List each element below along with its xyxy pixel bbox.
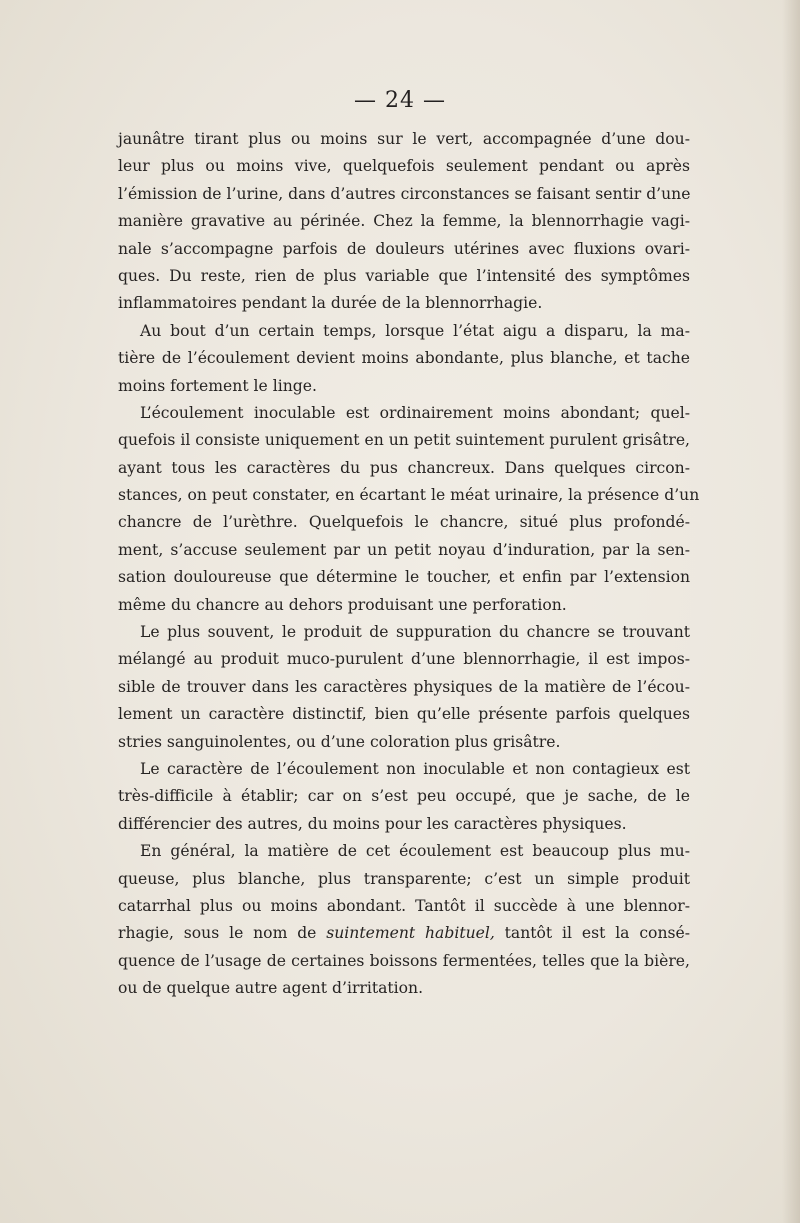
text-line: quefois il consiste uniquement en un petit suintement purulent grisâtre, — [118, 431, 690, 450]
text-line: L’écoulement inoculable est ordinairement moins abondant; quel- — [140, 403, 690, 422]
text-line: jaunâtre tirant plus ou moins sur le vert, accompagnée d’une dou- — [118, 130, 690, 148]
text-line: différencier des autres, du moins pour les caractères physiques. — [118, 814, 627, 833]
text-line: stances, on peut constater, en écartant le méat urinaire, la présence d’un — [118, 486, 700, 505]
text-line: lement un caractère distinctif, bien qu’elle présente parfois quelques — [118, 705, 690, 724]
text-line: tière de l’écoulement devient moins abondante, plus blanche, et tache — [118, 349, 690, 368]
page-edge-shadow — [782, 0, 800, 1223]
text-line: ou de quelque autre agent d’irritation. — [118, 979, 424, 998]
text-line: leur plus ou moins vive, quelquefois seulement pendant ou après — [118, 157, 690, 176]
body-text — [118, 126, 700, 1003]
text-line: Le plus souvent, le produit de suppuration du chancre se trouvant — [140, 623, 690, 642]
text-line: stries sanguinolentes, ou d’une coloration plus grisâtre. — [118, 732, 561, 751]
text-line: sation douloureuse que détermine le toucher, et enfin par l’extension — [118, 568, 690, 587]
text-line — [118, 920, 690, 947]
text-line: En général, la matière de cet écoulement est beaucoup plus mu- — [140, 842, 690, 861]
text-line: catarrhal plus ou moins abondant. Tantôt il succède à une blennor- — [118, 896, 690, 915]
text-line: queuse, plus blanche, plus transparente; c’est un simple produit — [118, 869, 690, 888]
text-line: ayant tous les caractères du pus chancreux. Dans quelques circon- — [118, 458, 690, 477]
text-line: quence de l’usage de certaines boissons fermentées, telles que la bière, — [118, 951, 690, 970]
text-segment: tantôt il est la consé- — [494, 924, 690, 943]
text-line: sible de trouver dans les caractères physiques de la matière de l’écou- — [118, 677, 690, 696]
text-segment: rhagie, sous le nom de — [118, 924, 327, 943]
page-number: — 24 — — [354, 88, 446, 113]
text-line: inflammatoires pendant la durée de la blennorrhagie. — [118, 294, 543, 313]
text-line: chancre de l’urèthre. Quelquefois le chancre, situé plus profondé- — [118, 513, 690, 532]
text-line: Le caractère de l’écoulement non inoculable et non contagieux est — [140, 759, 690, 778]
italic-term: suintement habituel, — [326, 924, 495, 943]
text-line: même du chancre au dehors produisant une perforation. — [118, 595, 567, 614]
text-line: ques. Du reste, rien de plus variable que l’intensité des symptômes — [118, 266, 690, 285]
text-line: nale s’accompagne parfois de douleurs utérines avec fluxions ovari- — [118, 239, 690, 258]
text-line: mélangé au produit muco-purulent d’une blennorrhagie, il est impos- — [118, 650, 690, 669]
text-line: l’émission de l’urine, dans d’autres circonstances se faisant sentir d’une — [118, 184, 691, 203]
text-line: Au bout d’un certain temps, lorsque l’état aigu a disparu, la ma- — [140, 321, 690, 340]
text-line: très-difficile à établir; car on s’est peu occupé, que je sache, de le — [118, 787, 690, 806]
text-line: moins fortement le linge. — [118, 376, 317, 395]
text-line: manière gravative au périnée. Chez la femme, la blennorrhagie vagi- — [118, 212, 690, 231]
text-line: ment, s’accuse seulement par un petit noyau d’induration, par la sen- — [118, 540, 690, 559]
